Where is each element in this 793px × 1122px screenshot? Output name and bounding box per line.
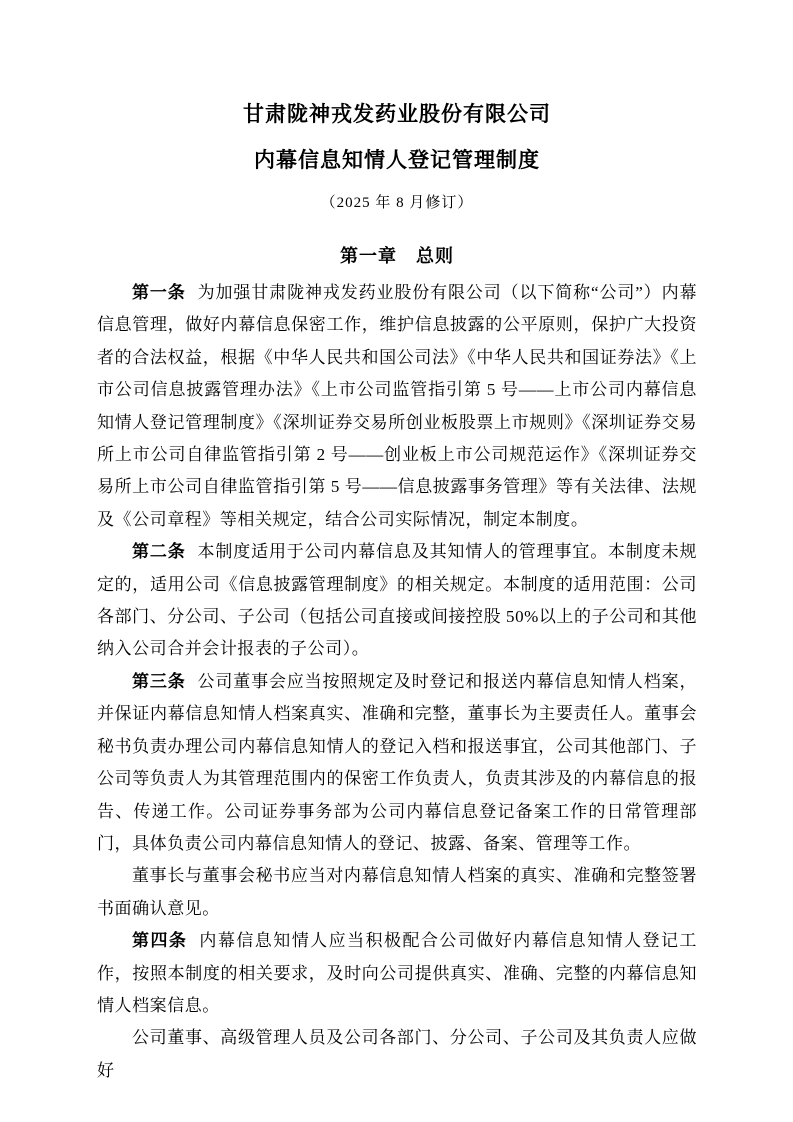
article-text: 董事长与董事会秘书应当对内幕信息知情人档案的真实、准确和完整签署书面确认意见。 bbox=[97, 866, 697, 918]
article-label: 第二条 bbox=[132, 542, 186, 562]
paragraph-article-3 bbox=[97, 666, 697, 860]
paragraph-article-4-continuation bbox=[97, 1022, 697, 1087]
paragraph-article-1 bbox=[97, 277, 697, 536]
company-name-title: 甘肃陇神戎发药业股份有限公司 bbox=[243, 102, 551, 126]
article-text: 公司董事、高级管理人员及公司各部门、分公司、子公司及其负责人应做好 bbox=[97, 1028, 697, 1080]
article-label: 第四条 bbox=[132, 931, 188, 951]
chapter-heading: 第一章 总则 bbox=[340, 246, 454, 266]
article-text: 本制度适用于公司内幕信息及其知情人的管理事宜。本制度未规定的，适用公司《信息披露管理制度》的相关规定。本制度的适用范围：公司各部门、分公司、子公司（包括公司直接或间接控股 50%以上的子公司和其他纳入公司合并会计报表的子公司）。 bbox=[97, 542, 697, 659]
article-label: 第三条 bbox=[132, 671, 186, 691]
article-text: 为加强甘肃陇神戎发药业股份有限公司（以下简称“公司”）内幕信息管理，做好内幕信息保密工作，维护信息披露的公平原则，保护广大投资者的合法权益，根据《中华人民共和国公司法》《中华人民共和国证券法》《上市公司信息披露管理办法》《上市公司监管指引第 5 号——上市公司内幕信息知情人登记管理制度》《深圳证券交易所创业板股票上市规则》《深圳证券交易所上市公司自律监管指引第 2 号——创业板上市公司规范运作》《深圳证券交易所上市公司自律监管指引第 5 号——信息披露事务管理》等有关法律、法规及《公司章程》等相关规定，结合公司实际情况，制定本制度。 bbox=[97, 283, 697, 529]
document-title: 内幕信息知情人登记管理制度 bbox=[254, 148, 540, 172]
article-text: 公司董事会应当按照规定及时登记和报送内幕信息知情人档案，并保证内幕信息知情人档案真实、准确和完整，董事长为主要责任人。董事会秘书负责办理公司内幕信息知情人的登记入档和报送事宜，公司其他部门、子公司等负责人为其管理范围内的保密工作负责人，负责其涉及的内幕信息的报告、传递工作。公司证券事务部为公司内幕信息登记备案工作的日常管理部门，具体负责公司内幕信息知情人的登记、披露、备案、管理等工作。 bbox=[97, 671, 697, 853]
paragraph-article-4 bbox=[97, 925, 697, 1022]
document-body bbox=[97, 277, 697, 1087]
article-text: 内幕信息知情人应当积极配合公司做好内幕信息知情人登记工作，按照本制度的相关要求，及时向公司提供真实、准确、完整的内幕信息知情人档案信息。 bbox=[97, 931, 697, 1015]
paragraph-article-3-continuation bbox=[97, 860, 697, 925]
paragraph-article-2 bbox=[97, 536, 697, 666]
article-label: 第一条 bbox=[132, 283, 186, 302]
revision-note: （2025 年 8 月修订） bbox=[320, 195, 474, 211]
